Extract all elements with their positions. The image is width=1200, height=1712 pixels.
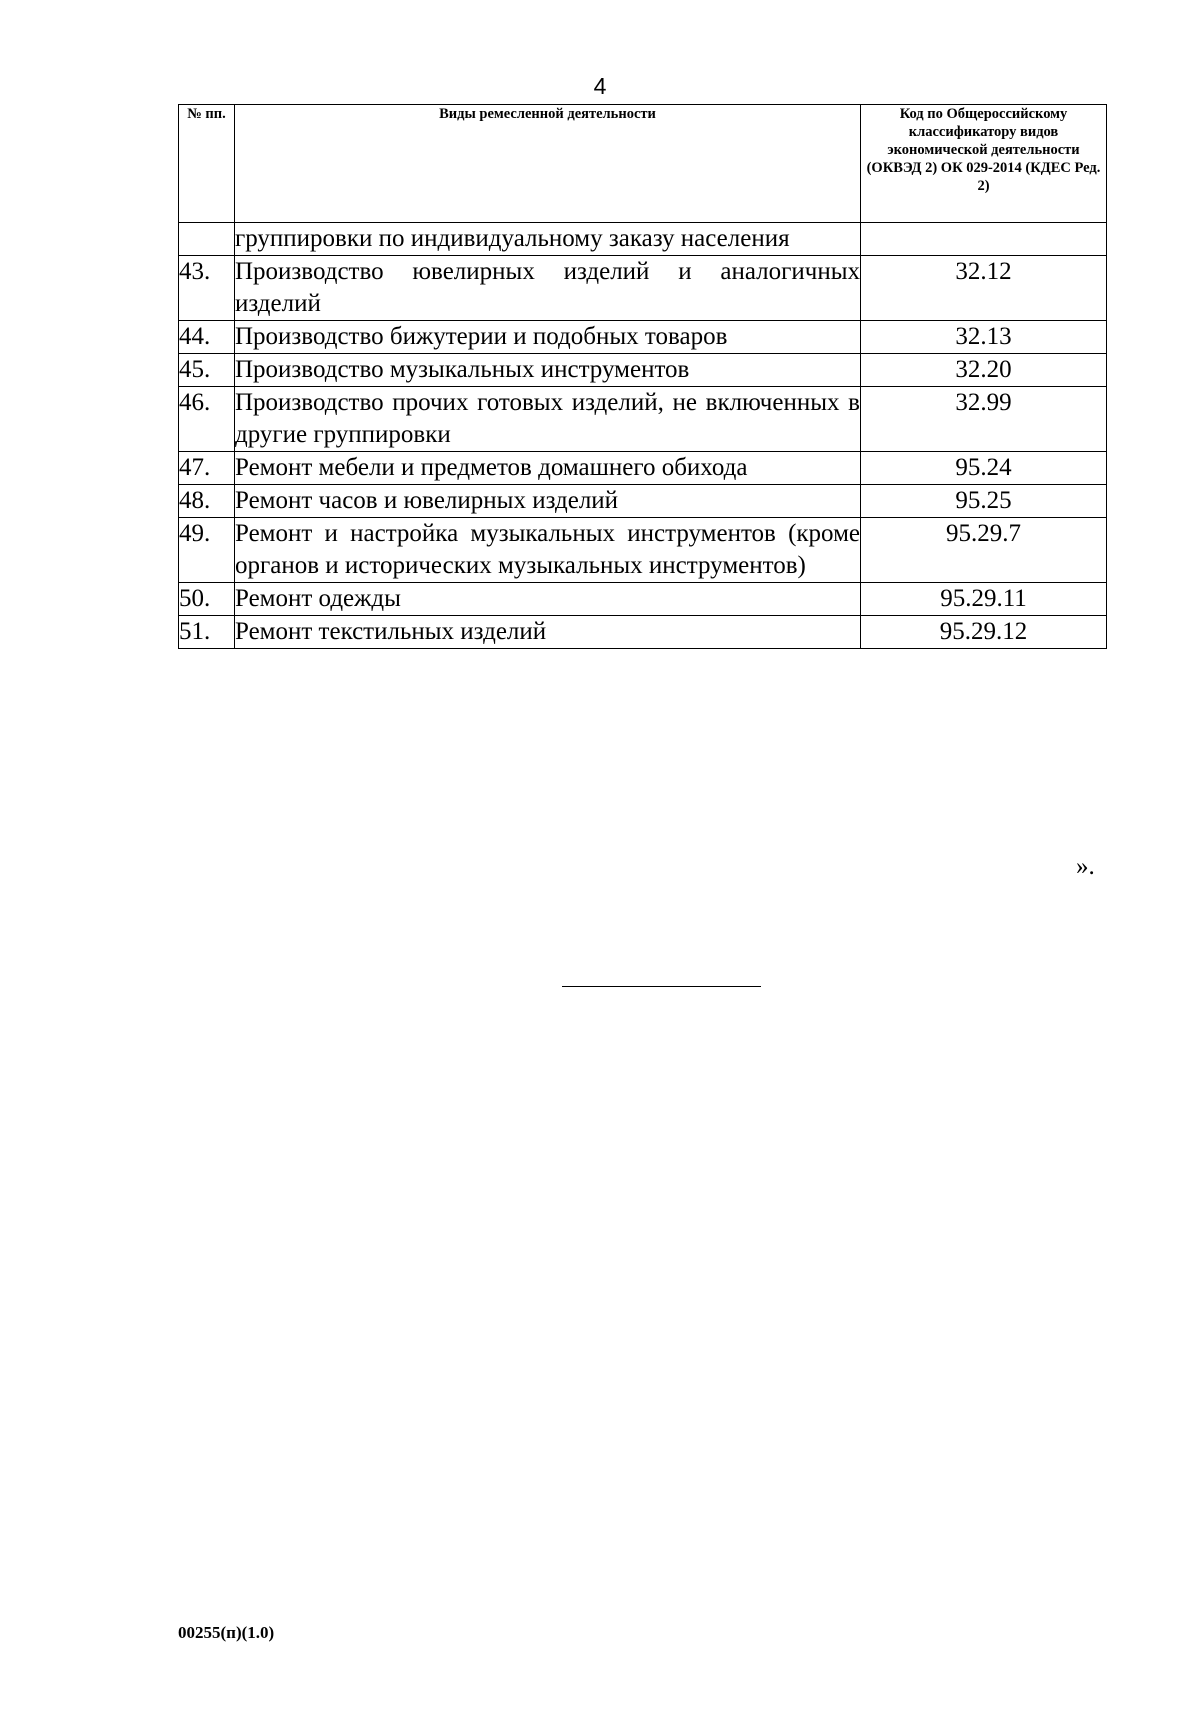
row-activity: Производство прочих готовых изделий, не включенных в другие группировки xyxy=(235,387,861,452)
row-number: 48. xyxy=(179,485,235,518)
row-number xyxy=(179,223,235,256)
row-number: 44. xyxy=(179,321,235,354)
end-of-document-rule xyxy=(562,986,761,987)
row-number: 43. xyxy=(179,256,235,321)
table-row xyxy=(179,223,1107,256)
row-activity: Ремонт мебели и предметов домашнего обихода xyxy=(235,452,861,485)
row-activity: группировки по индивидуальному заказу населения xyxy=(235,223,861,256)
table-row xyxy=(179,616,1107,649)
row-code xyxy=(861,223,1107,256)
crafts-table xyxy=(178,104,1107,649)
row-code: 95.29.7 xyxy=(861,518,1107,583)
table-row xyxy=(179,387,1107,452)
header-activity: Виды ремесленной деятельности xyxy=(235,105,861,223)
header-okved-code: Код по Общероссийскому классификатору видов экономической деятельности (ОКВЭД 2) ОК 029-2014 (КДЕС Ред. 2) xyxy=(861,105,1107,223)
table-row xyxy=(179,583,1107,616)
row-activity: Ремонт одежды xyxy=(235,583,861,616)
row-activity: Ремонт текстильных изделий xyxy=(235,616,861,649)
row-code: 95.24 xyxy=(861,452,1107,485)
row-number: 45. xyxy=(179,354,235,387)
row-number: 47. xyxy=(179,452,235,485)
row-activity: Производство ювелирных изделий и аналогичных изделий xyxy=(235,256,861,321)
document-code: 00255(п)(1.0) xyxy=(178,1623,275,1642)
page-number: 4 xyxy=(593,73,607,99)
table-header-row xyxy=(179,105,1107,223)
row-number: 46. xyxy=(179,387,235,452)
row-activity: Производство бижутерии и подобных товаров xyxy=(235,321,861,354)
row-activity: Производство музыкальных инструментов xyxy=(235,354,861,387)
row-code: 32.99 xyxy=(861,387,1107,452)
table-row xyxy=(179,256,1107,321)
table-row xyxy=(179,452,1107,485)
row-activity: Ремонт и настройка музыкальных инструментов (кроме органов и исторических музыкальных инструментов) xyxy=(235,518,861,583)
table-row xyxy=(179,518,1107,583)
header-number: № пп. xyxy=(179,105,235,223)
table-row xyxy=(179,354,1107,387)
row-code: 32.12 xyxy=(861,256,1107,321)
row-code: 32.13 xyxy=(861,321,1107,354)
row-code: 95.29.12 xyxy=(861,616,1107,649)
row-code: 32.20 xyxy=(861,354,1107,387)
table-row xyxy=(179,321,1107,354)
table-row xyxy=(179,485,1107,518)
closing-quote-mark: ». xyxy=(1076,853,1095,880)
row-code: 95.25 xyxy=(861,485,1107,518)
row-activity: Ремонт часов и ювелирных изделий xyxy=(235,485,861,518)
row-number: 51. xyxy=(179,616,235,649)
row-number: 50. xyxy=(179,583,235,616)
row-code: 95.29.11 xyxy=(861,583,1107,616)
row-number: 49. xyxy=(179,518,235,583)
